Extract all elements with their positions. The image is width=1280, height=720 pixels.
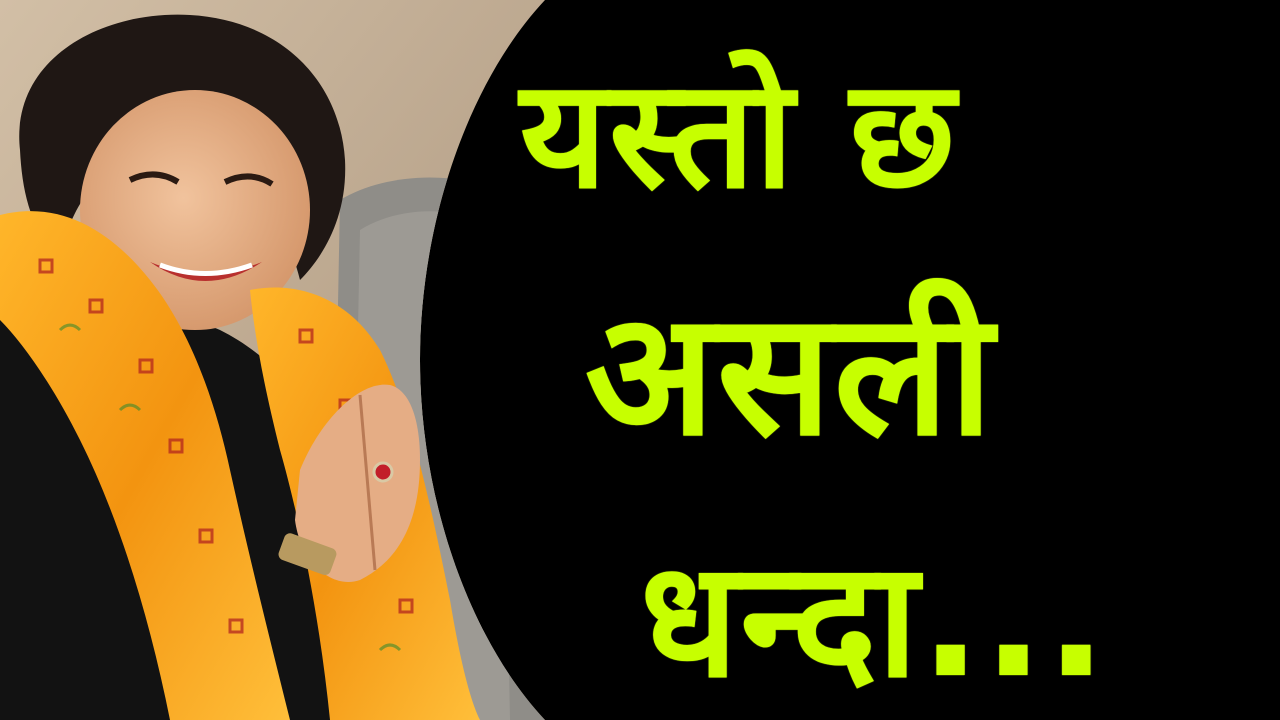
headline-line-2: असली xyxy=(585,276,996,474)
headline-line-1: यस्तो छ xyxy=(520,48,958,222)
red-ring xyxy=(374,463,392,481)
headline-line-3: धन्दा... xyxy=(640,526,1109,713)
